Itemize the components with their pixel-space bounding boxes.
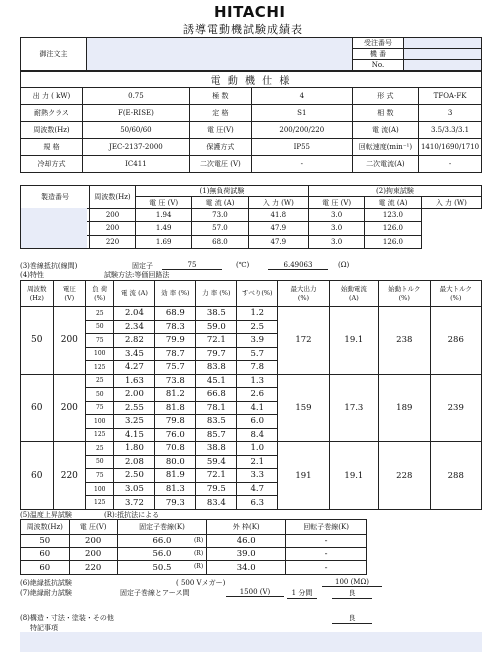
spec-label: 二次電流(A) [352,156,418,173]
locked-label: (2)拘束試験 [308,186,481,197]
char-value: 81.8 [155,401,196,415]
spec-row [21,122,482,139]
char-value: 83.4 [196,496,237,510]
temp-value: 66.0 [152,535,172,546]
temp-value: 39.0 [236,549,256,560]
char-value: 2.50 [114,469,155,483]
char-max-tq: 286 [430,307,482,375]
noload-cell: 57.0 [192,222,248,235]
noload-row [21,235,482,248]
resistance-value: 6.49063 [268,261,328,270]
char-value: 81.9 [155,469,196,483]
char-max-out: 191 [278,442,329,510]
char-header-cell: すべり(%) [237,281,278,307]
withstand-label: (7)絶縁耐力試験 [20,589,72,597]
char-value: 3.05 [114,482,155,496]
char-value: 83.8 [196,361,237,375]
char-body [21,281,482,510]
spec-value: 0.75 [83,88,190,105]
char-value: 1.2 [237,307,278,321]
serial-label: 製造番号 [21,186,90,209]
spec-value: IC411 [83,156,190,173]
char-start-cur: 17.3 [329,374,378,442]
spec-value: - [419,156,482,173]
model-label: 機 番 [353,49,404,60]
spec-row [21,139,482,156]
withstand-result: 良 [332,588,372,599]
temp-table [20,519,367,575]
spec-value: 3.5/3.3/3.1 [419,122,482,139]
spec-row [21,156,482,173]
spec-value: JEC-2137-2000 [83,139,190,156]
temp-header-cell: 固定子巻線(K) [117,520,206,535]
char-header-cell: 始動トルク (%) [379,281,430,307]
resistance-temp: 75 [162,261,222,270]
char-value: 59.4 [196,455,237,469]
spec-label: 耐熱クラス [21,105,83,122]
noload-cell: 126.0 [365,222,421,235]
notes-field [20,632,482,652]
spec-label: 形 式 [352,88,418,105]
spec-label: 周波数(Hz) [21,122,83,139]
spec-value: S1 [251,105,352,122]
noload-subheader-cell: 入 力 (W) [421,197,481,208]
noload-row [21,208,482,221]
temp-header-cell: 外 枠(K) [207,520,286,535]
char-value: 6.3 [237,496,278,510]
spec-label: 回転速度(min⁻¹) [352,139,418,156]
spec-label: 出 力 ( kW) [21,88,83,105]
char-volt: 220 [53,442,86,510]
char-value: 1.0 [237,442,278,456]
withstand-duration: 1 分間 [287,588,317,599]
noload-cell: 1.94 [136,208,192,221]
model-field [404,49,482,60]
resistance-label: (3)巻線抵抗(線間) [20,262,78,270]
char-value: 1.63 [114,374,155,388]
char-load: 75 [86,469,114,483]
temp-cell [21,534,70,547]
char-value: 8.4 [237,428,278,442]
temp-value: - [324,549,328,560]
temp-value: 60 [39,549,51,560]
char-value: 2.34 [114,320,155,334]
resistance-method-mark: (R) [193,536,204,544]
char-header-cell: 電圧 (V) [53,281,86,307]
char-load: 50 [86,388,114,402]
noload-cell: 123.0 [365,208,421,221]
char-value: 81.3 [155,482,196,496]
resistance-value-unit: (Ω) [338,261,350,269]
char-value: 78.3 [155,320,196,334]
char-header-cell: 負 荷 (%) [86,281,114,307]
char-load: 125 [86,428,114,442]
char-value: 73.8 [155,374,196,388]
spec-label: 定 格 [189,105,251,122]
temp-value: - [324,535,328,546]
spec-label: 規 格 [21,139,83,156]
noload-cell: 1.49 [136,222,192,235]
char-value: 2.00 [114,388,155,402]
temp-cell [207,534,286,547]
noload-label: (1)無負荷試験 [136,186,309,197]
no-field [404,60,482,71]
char-max-tq: 288 [430,442,482,510]
spec-table [20,71,482,173]
withstand-voltage: 1500 (V) [226,588,284,597]
char-label: (4)特性 [20,271,44,279]
spec-value: 200/200/220 [251,122,352,139]
temp-value: 46.0 [236,535,256,546]
spec-value: 4 [251,88,352,105]
noload-cell: 3.0 [308,208,364,221]
char-value: 3.25 [114,415,155,429]
spec-value: IP55 [251,139,352,156]
char-load: 75 [86,334,114,348]
spec-title: 電 動 機 仕 様 [21,72,482,88]
char-header-cell: 電 流 (A) [114,281,155,307]
char-value: 4.27 [114,361,155,375]
temp-cell [286,561,367,575]
char-value: 81.2 [155,388,196,402]
char-row [21,374,482,388]
serial-field [21,208,87,248]
char-load: 50 [86,320,114,334]
char-value: 6.0 [237,415,278,429]
temp-cell [21,561,70,575]
noload-cell: 1.69 [136,235,192,248]
temp-value: 220 [85,562,102,573]
noload-cell: 3.0 [308,222,364,235]
spec-label: 電 流(A) [352,122,418,139]
char-value: 3.45 [114,347,155,361]
temp-note: (R):抵抗法による [104,511,160,519]
char-value: 2.6 [237,388,278,402]
noload-cell: 41.8 [248,208,308,221]
char-header-cell: 最大トルク (%) [430,281,482,307]
char-load: 50 [86,455,114,469]
noload-cell: 47.9 [248,222,308,235]
spec-value: F(E-RISE) [83,105,190,122]
char-value: 3.9 [237,334,278,348]
temp-row [21,561,367,575]
order-no-field [404,38,482,49]
noload-body [21,208,482,248]
spec-label: 相 数 [352,105,418,122]
noload-cell: 200 [90,208,136,221]
char-load: 125 [86,496,114,510]
temp-body [21,520,367,575]
char-start-tq: 238 [379,307,430,375]
brand-logo: HITACHI [214,3,286,21]
temp-header-cell: 周波数(Hz) [21,520,70,535]
temp-value: 56.0 [152,549,172,560]
char-value: 68.9 [155,307,196,321]
noload-cell: 200 [90,222,136,235]
temp-value: 200 [85,535,102,546]
temp-value: 50.5 [152,562,172,573]
spec-value: - [251,156,352,173]
no-label: No. [353,60,404,71]
char-load: 25 [86,442,114,456]
char-max-out: 172 [278,307,329,375]
char-value: 45.1 [196,374,237,388]
spec-value: 3 [419,105,482,122]
customer-label: 御注文主 [21,38,87,71]
noload-table [20,185,482,249]
temp-cell [117,561,206,575]
char-table [20,280,482,510]
char-value: 80.0 [155,455,196,469]
page-title: 誘導電動機試験成績表 [183,23,303,36]
char-value: 2.5 [237,320,278,334]
char-value: 70.8 [155,442,196,456]
spec-row [21,105,482,122]
temp-cell [117,548,206,561]
insulation-megger: ( 500 Vメガー) [176,579,226,587]
char-header-row [21,281,482,307]
char-load: 25 [86,374,114,388]
spec-value: TFOA-FK [419,88,482,105]
resistance-method-mark: (R) [193,563,204,571]
char-start-cur: 19.1 [329,442,378,510]
char-freq: 60 [21,374,54,442]
temp-cell [207,548,286,561]
temp-cell [21,548,70,561]
temp-cell [117,534,206,547]
temp-label: (5)温度上昇試験 [20,511,72,519]
char-value: 4.15 [114,428,155,442]
char-value: 78.1 [196,401,237,415]
char-value: 85.7 [196,428,237,442]
noload-subheader-cell: 入 力 (W) [248,197,308,208]
temp-header-row [21,520,367,535]
char-value: 2.55 [114,401,155,415]
char-value: 66.8 [196,388,237,402]
char-value: 78.7 [155,347,196,361]
freq-label: 周波数(Hz) [90,186,136,209]
char-load: 125 [86,361,114,375]
temp-value: 60 [39,562,51,573]
temp-header-cell: 電 圧(V) [69,520,117,535]
noload-cell: 126.0 [365,235,421,248]
customer-field [87,38,353,71]
temp-value: 200 [85,549,102,560]
char-start-tq: 228 [379,442,430,510]
char-load: 100 [86,347,114,361]
char-load: 75 [86,401,114,415]
char-value: 75.7 [155,361,196,375]
order-table [20,37,482,71]
temp-row [21,548,367,561]
spec-label: 保護方式 [189,139,251,156]
spec-label: 冷却方式 [21,156,83,173]
noload-subheader-cell: 電 流 (A) [192,197,248,208]
char-value: 2.1 [237,455,278,469]
char-load: 100 [86,482,114,496]
noload-cell: 47.9 [248,235,308,248]
char-header-cell: 最大出力 (%) [278,281,329,307]
char-value: 59.0 [196,320,237,334]
spec-row [21,88,482,105]
noload-subheader-cell: 電 流 (A) [365,197,421,208]
spec-body [21,88,482,173]
temp-value: - [324,562,328,573]
temp-cell [69,548,117,561]
insulation-label: (6)絶縁抵抗試験 [20,579,72,587]
spec-value: 1410/1690/1710 [419,139,482,156]
char-value: 72.1 [196,334,237,348]
char-header-cell: 始動電流 (A) [329,281,378,307]
char-max-out: 159 [278,374,329,442]
noload-row [21,222,482,235]
char-value: 79.8 [155,415,196,429]
temp-row [21,534,367,547]
spec-label: 極 数 [189,88,251,105]
resistance-stator-label: 固定子 [132,262,153,270]
char-value: 83.5 [196,415,237,429]
char-value: 3.72 [114,496,155,510]
order-no-label: 受注番号 [353,38,404,49]
char-value: 79.3 [155,496,196,510]
insulation-value: 100 (MΩ) [322,578,382,587]
char-header-cell: 効 率 (%) [155,281,196,307]
char-freq: 60 [21,442,54,510]
temp-cell [69,561,117,575]
resistance-method-mark: (R) [193,550,204,557]
notes-label: 特記事項 [30,624,58,632]
char-value: 2.04 [114,307,155,321]
char-row [21,307,482,321]
spec-label: 電 圧(V) [189,122,251,139]
resistance-temp-unit: (℃) [236,261,250,269]
temp-header-cell: 回転子巻線(K) [286,520,367,535]
char-load: 25 [86,307,114,321]
char-value: 76.0 [155,428,196,442]
noload-subheader-cell: 電 圧 (V) [308,197,364,208]
spec-value: 50/60/60 [83,122,190,139]
char-value: 4.1 [237,401,278,415]
char-header-cell: 力 率 (%) [196,281,237,307]
temp-cell [207,561,286,575]
temp-cell [69,534,117,547]
char-value: 38.5 [196,307,237,321]
char-start-cur: 19.1 [329,307,378,375]
char-volt: 200 [53,374,86,442]
char-value: 72.1 [196,469,237,483]
noload-cell: 3.0 [308,235,364,248]
temp-value: 50 [39,535,51,546]
char-freq: 50 [21,307,54,375]
char-value: 38.8 [196,442,237,456]
temp-cell [286,548,367,561]
temp-value: 34.0 [236,562,256,573]
char-value: 5.7 [237,347,278,361]
char-value: 1.3 [237,374,278,388]
structure-label: (8)構造・寸法・塗装・その他 [20,614,114,622]
char-method: 試験方法:等価回路法 [104,271,170,279]
char-value: 1.80 [114,442,155,456]
noload-cell: 68.0 [192,235,248,248]
char-value: 3.3 [237,469,278,483]
char-row [21,442,482,456]
withstand-desc: 固定子巻線とアース間 [120,589,190,597]
char-value: 4.7 [237,482,278,496]
char-load: 100 [86,415,114,429]
noload-cell: 220 [90,235,136,248]
char-start-tq: 189 [379,374,430,442]
structure-result: 良 [332,613,372,624]
char-value: 79.7 [196,347,237,361]
char-value: 79.5 [196,482,237,496]
char-value: 79.9 [155,334,196,348]
noload-subheader-cell: 電 圧 (V) [136,197,192,208]
char-volt: 200 [53,307,86,375]
char-value: 2.08 [114,455,155,469]
temp-cell [286,534,367,547]
char-header-cell: 周波数 (Hz) [21,281,54,307]
char-max-tq: 239 [430,374,482,442]
noload-cell: 73.0 [192,208,248,221]
spec-label: 二次電圧 (V) [189,156,251,173]
char-value: 2.82 [114,334,155,348]
char-value: 7.8 [237,361,278,375]
